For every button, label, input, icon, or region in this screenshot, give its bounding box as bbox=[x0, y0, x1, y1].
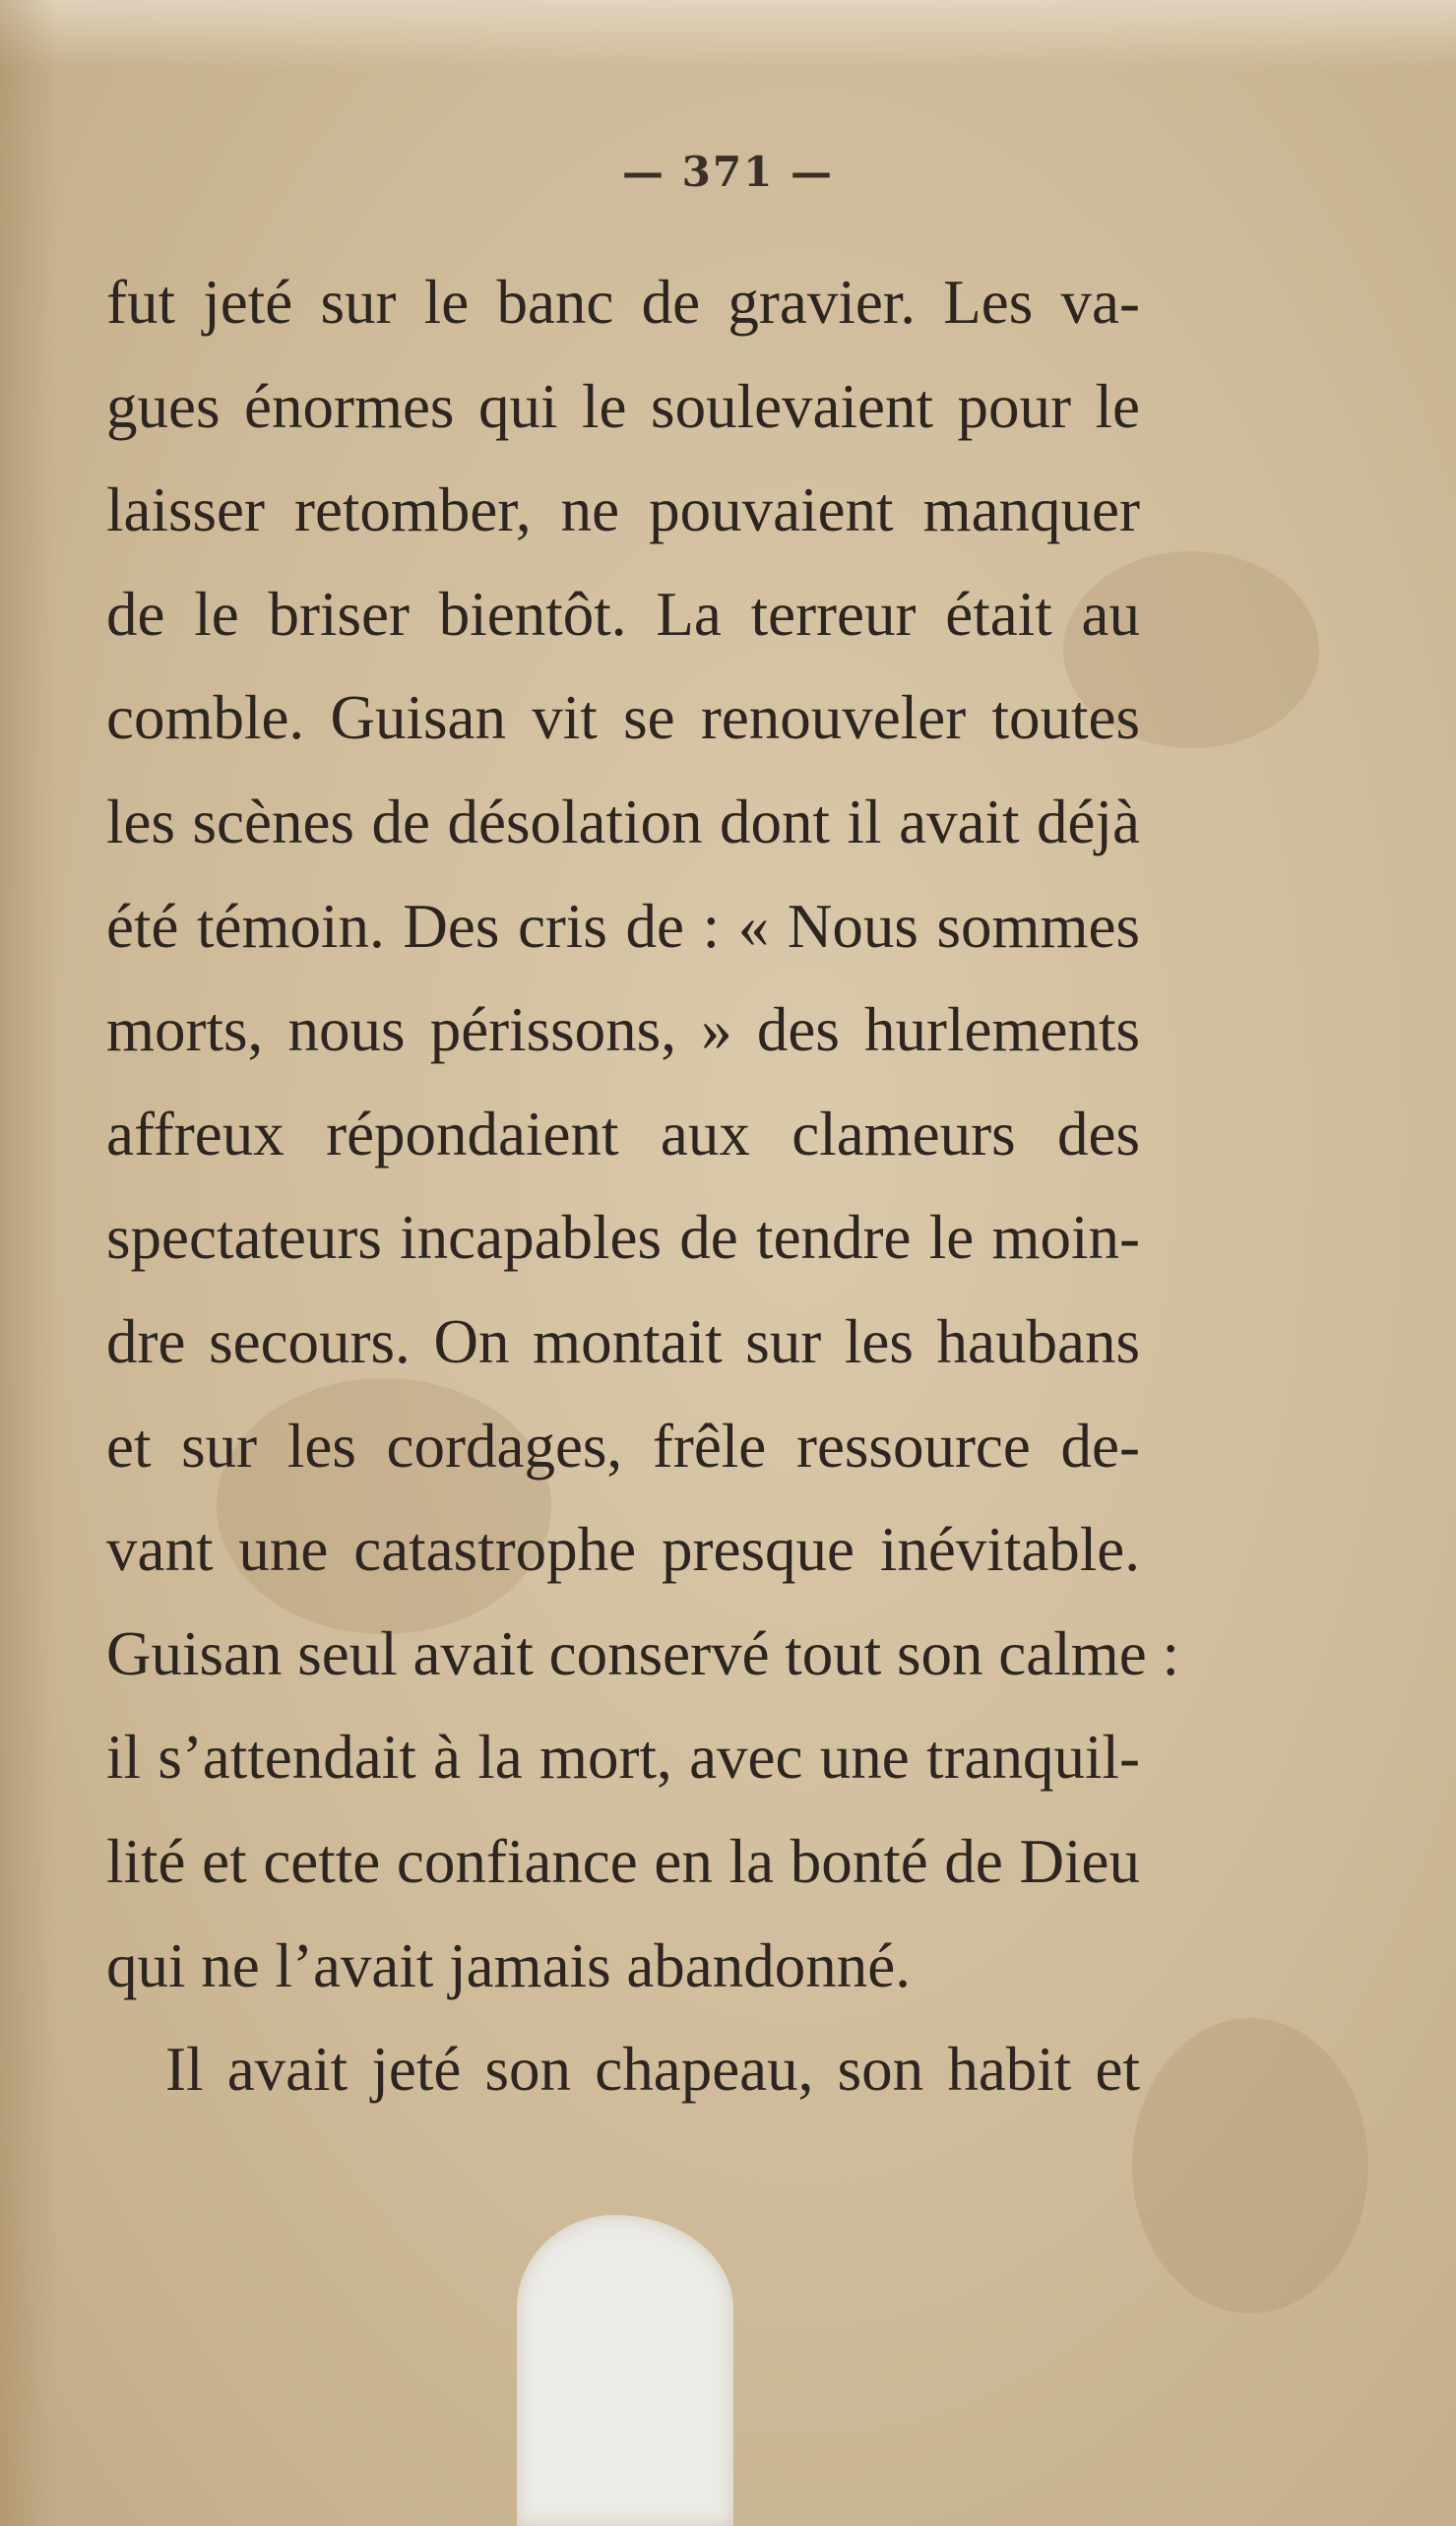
paper-edge-stain bbox=[0, 0, 1456, 69]
text-line: fut jeté sur le banc de gravier. Les va- bbox=[106, 268, 1140, 337]
paper-tear bbox=[517, 2215, 733, 2526]
page-number: — 371 — bbox=[622, 148, 834, 196]
foxing-stain bbox=[1132, 2018, 1368, 2313]
text-line: qui ne l’avait jamais abandonné. bbox=[106, 1930, 911, 2000]
text-line: laisser retomber, ne pouvaient manquer bbox=[106, 475, 1140, 545]
text-line: il s’attendait à la mort, avec une tranquil- bbox=[106, 1723, 1140, 1793]
text-line: de le briser bientôt. La terreur était au bbox=[106, 579, 1140, 649]
text-line: vant une catastrophe presque inévitable. bbox=[106, 1515, 1140, 1585]
text-line: et sur les cordages, frêle ressource de- bbox=[106, 1411, 1140, 1481]
body-text bbox=[106, 251, 1179, 2122]
binding-shadow bbox=[0, 0, 59, 2526]
text-line: gues énormes qui le soulevaient pour le bbox=[106, 371, 1140, 441]
text-line: les scènes de désolation dont il avait déjà bbox=[106, 787, 1140, 856]
text-line: spectateurs incapables de tendre le moin- bbox=[106, 1203, 1140, 1273]
text-line: dre secours. On montait sur les haubans bbox=[106, 1306, 1140, 1376]
text-line: comble. Guisan vit se renouveler toutes bbox=[106, 683, 1140, 753]
text-line: lité et cette confiance en la bonté de Dieu bbox=[106, 1826, 1140, 1896]
paragraph-first-line: Il avait jeté son chapeau, son habit et bbox=[165, 2035, 1140, 2105]
text-line: morts, nous périssons, » des hurlements bbox=[106, 995, 1140, 1065]
text-line: Guisan seul avait conservé tout son calme : bbox=[106, 1618, 1179, 1688]
text-line: été témoin. Des cris de : « Nous sommes bbox=[106, 891, 1140, 961]
text-line: affreux répondaient aux clameurs des bbox=[106, 1099, 1140, 1168]
